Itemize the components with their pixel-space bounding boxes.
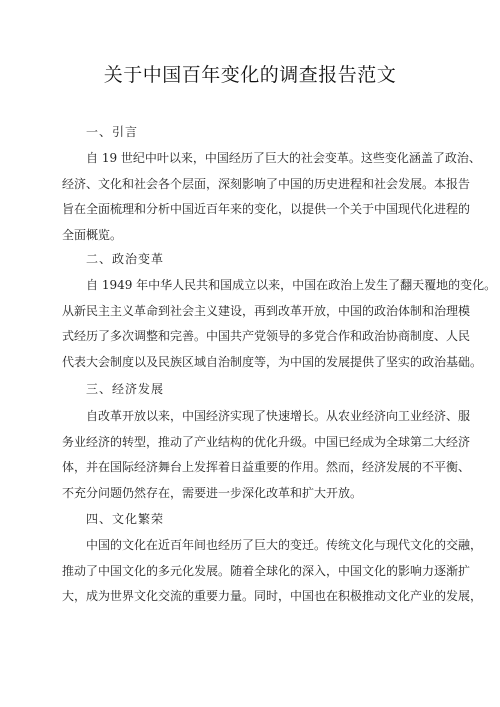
- section-paragraph-economy: [62, 404, 471, 506]
- paragraph-line: 旨在全面梳理和分析中国近百年来的变化，以提供一个关于中国现代化进程的: [62, 202, 471, 216]
- section-paragraph-introduction: [62, 146, 481, 248]
- paragraph-line: 务业经济的转型，推动了产业结构的优化升级。中国已经成为全球第二大经济: [62, 434, 471, 449]
- section-paragraph-culture: [62, 533, 483, 610]
- paragraph-line: 推动了中国文化的多元化发展。随着全球化的深入，中国文化的影响力逐渐扩: [62, 563, 471, 578]
- document-title: 关于中国百年变化的调查报告范文: [103, 64, 397, 86]
- paragraph-line: 体，并在国际经济舞台上发挥着日益重要的作用。然而，经济发展的不平衡、: [62, 460, 471, 474]
- paragraph-line: 从新民主主义革命到社会主义建设，再到改革开放，中国的政治体制和治理模: [62, 303, 471, 318]
- paragraph-line: 大，成为世界文化交流的重要力量。同时，中国也在积极推动文化产业的发展，: [62, 589, 483, 603]
- paragraph-line: 经济、文化和社会各个层面，深刻影响了中国的历史进程和社会发展。本报告: [62, 176, 471, 191]
- paragraph-line: 自 19 世纪中叶以来，中国经历了巨大的社会变革。这些变化涵盖了政治、: [86, 151, 481, 165]
- section-heading-introduction: 一、引言: [86, 125, 139, 139]
- paragraph-line: 自改革开放以来，中国经济实现了快速增长。从农业经济向工业经济、服: [86, 409, 471, 423]
- section-heading-politics: 二、政治变革: [86, 252, 165, 266]
- section-heading-economy: 三、经济发展: [86, 382, 165, 396]
- section-paragraph-politics: [62, 273, 497, 375]
- paragraph-line: 不充分问题仍然存在，需要进一步深化改革和扩大开放。: [62, 485, 363, 500]
- paragraph-line: 自 1949 年中华人民共和国成立以来，中国在政治上发生了翻天覆地的变化。: [86, 278, 497, 292]
- paragraph-line: 全面概览。: [62, 227, 123, 242]
- paragraph-line: 式经历了多次调整和完善。中国共产党领导的多党合作和政治协商制度、人民: [62, 329, 471, 343]
- paragraph-line: 代表大会制度以及民族区域自治制度等，为中国的发展提供了坚实的政治基础。: [62, 354, 483, 369]
- paragraph-line: 中国的文化在近百年间也经历了巨大的变迁。传统文化与现代文化的交融，: [86, 538, 483, 552]
- section-heading-culture: 四、文化繁荣: [86, 512, 165, 526]
